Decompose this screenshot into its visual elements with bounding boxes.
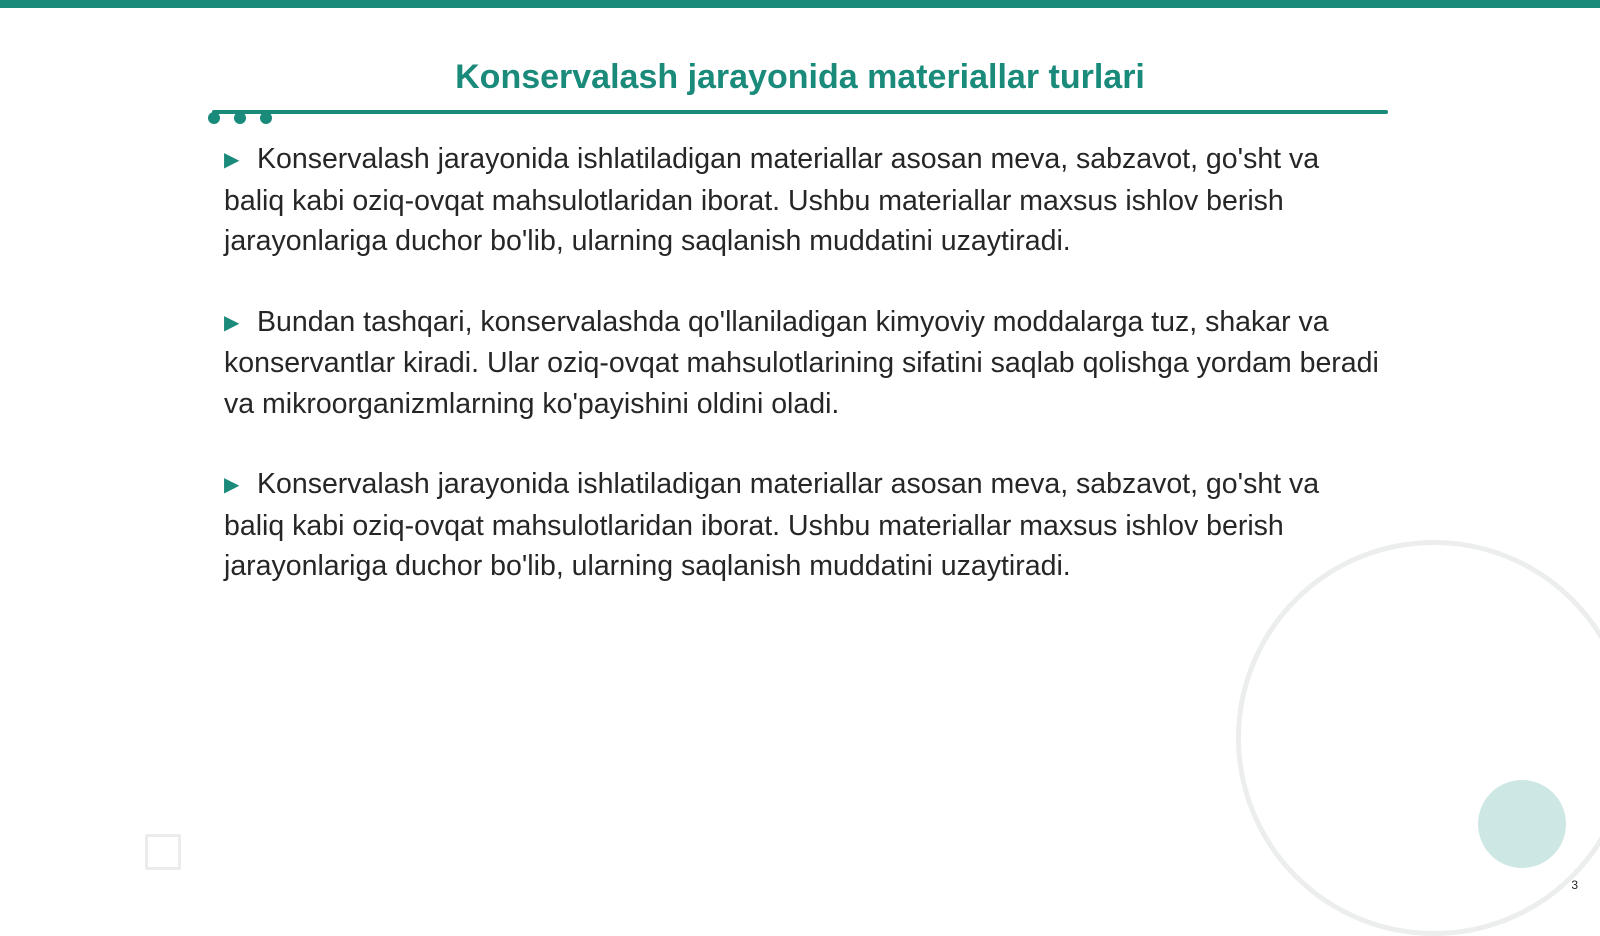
- bullet-item: [224, 302, 1384, 425]
- bullet-list: [224, 139, 1384, 627]
- top-accent-bar: [0, 0, 1600, 8]
- triangle-right-icon: ▶: [224, 474, 240, 496]
- title-underline: [212, 110, 1388, 114]
- bullet-text: Konservalash jarayonida ishlatiladigan materiallar asosan meva, sabzavot, go'sht va baliq kabi oziq-ovqat mahsulotlaridan iborat. Ushbu materiallar maxsus ishlov berish jarayonlariga duchor bo'lib, ularning saqlanish muddatini uzaytiradi.: [224, 468, 1320, 582]
- triangle-right-icon: ▶: [224, 311, 240, 334]
- decor-bubble: [1478, 780, 1566, 868]
- decor-dot: [260, 112, 272, 124]
- bullet-item: [224, 139, 1384, 262]
- bullet-item: [224, 464, 1384, 587]
- slide-title: Konservalash jarayonida materiallar turlari: [455, 58, 1145, 96]
- page-number: 3: [1571, 878, 1578, 892]
- decor-dot: [234, 112, 246, 124]
- triangle-right-icon: ▶: [224, 149, 240, 171]
- decor-square: [145, 834, 181, 870]
- bullet-text: Konservalash jarayonida ishlatiladigan materiallar asosan meva, sabzavot, go'sht va baliq kabi oziq-ovqat mahsulotlaridan iborat. Ushbu materiallar maxsus ishlov berish jarayonlariga duchor bo'lib, ularning saqlanish muddatini uzaytiradi.: [224, 143, 1320, 257]
- decor-dot: [208, 112, 220, 124]
- bullet-text: Bundan tashqari, konservalashda qo'llaniladigan kimyoviy moddalarga tuz, shakar va konservantlar kiradi. Ular oziq-ovqat mahsulotlarining sifatini saqlab qolishga yordam beradi va mikroorganizmlarning ko'payishini oldini oladi.: [224, 305, 1379, 420]
